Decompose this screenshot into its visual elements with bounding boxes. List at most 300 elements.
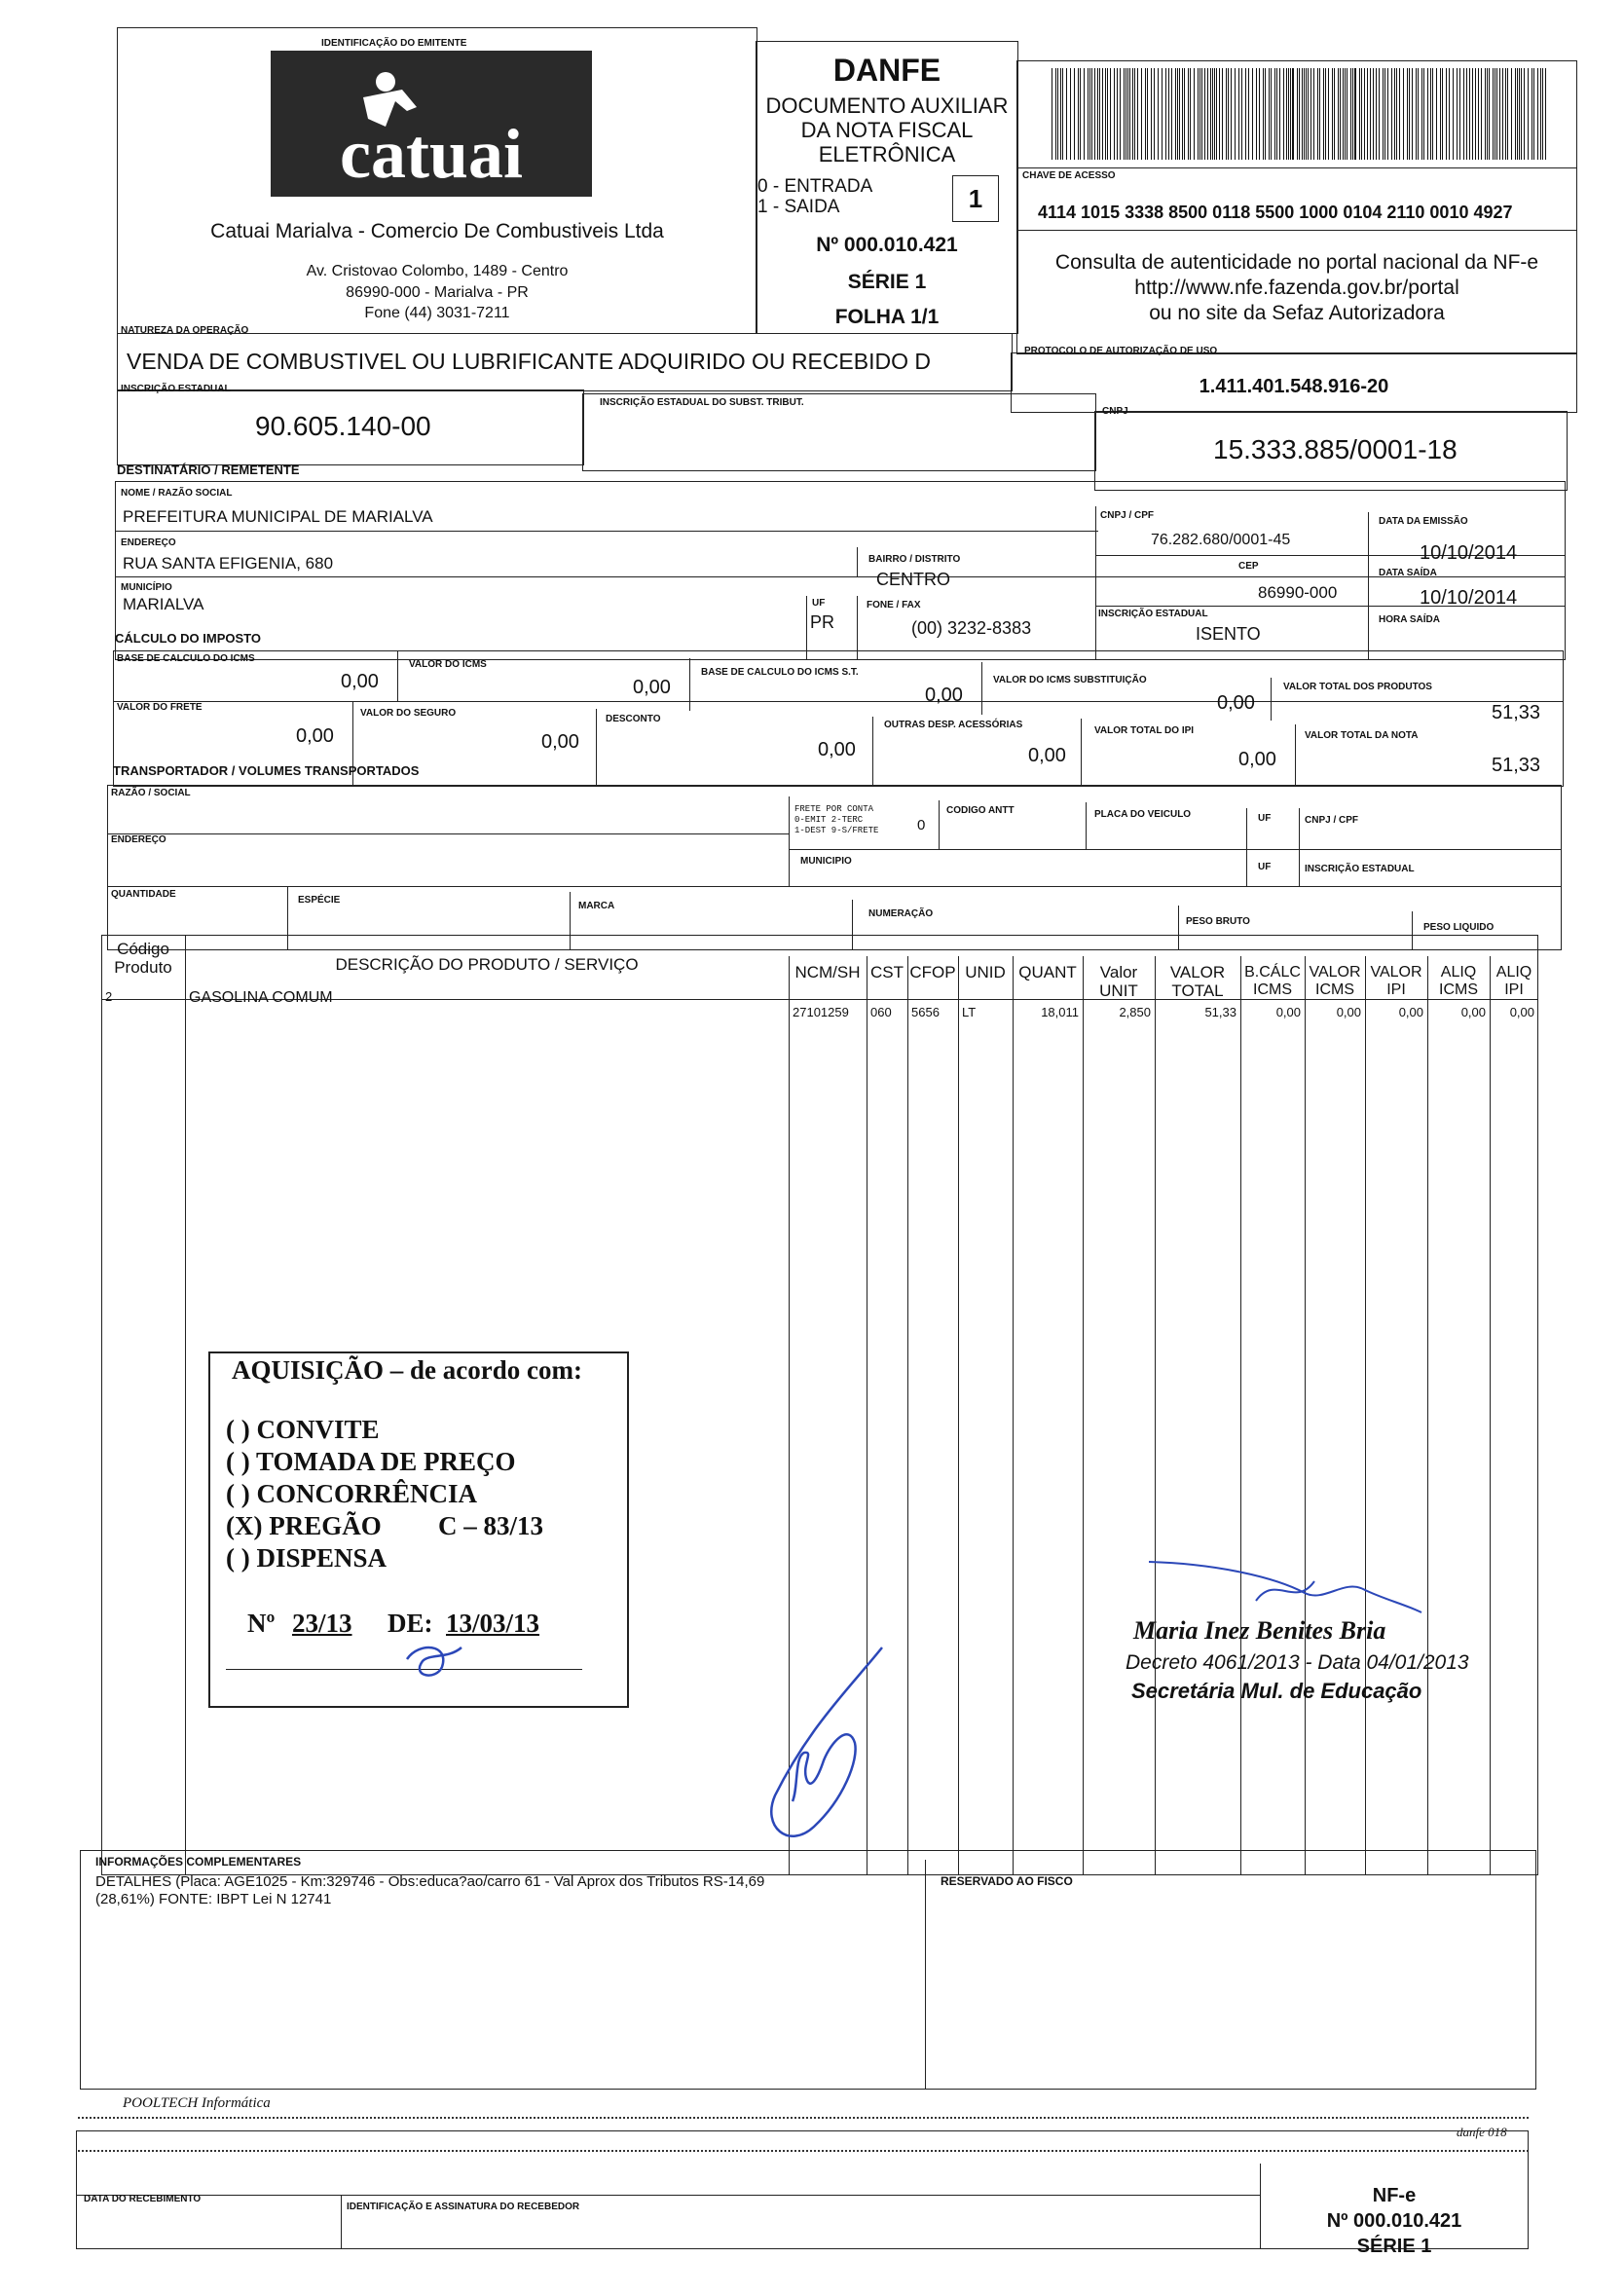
table-column-divider [1013,956,1014,1875]
table-column-divider [1365,956,1366,1875]
barcode-bar [1515,68,1516,160]
barcode-bar [1423,68,1424,160]
barcode-bar [1190,68,1191,160]
barcode-bar [1540,68,1541,160]
danfe-entrada: 0 - ENTRADA [757,176,873,197]
barcode-bar [1545,68,1546,160]
table-column-divider [1155,956,1156,1875]
transp-uf2-label: UF [1258,862,1272,872]
barcode-bar [1124,68,1125,160]
nota: 51,33 [1492,755,1541,776]
v-icms: 0,00 [633,677,671,698]
barcode-bar [1165,68,1166,160]
barcode-bar [1379,68,1380,160]
barcode-bar [1231,68,1232,160]
table-header-cell: DESCRIÇÃO DO PRODUTO / SERVIÇO [335,955,639,974]
barcode-bar [1306,68,1307,160]
table-header-cell: B.CÁLC ICMS [1244,964,1301,998]
transp-ie-label: INSCRIÇÃO ESTADUAL [1305,864,1415,874]
dest-nome-label: NOME / RAZÃO SOCIAL [121,488,233,499]
dest-ie: ISENTO [1196,624,1261,644]
barcode-bar [1114,68,1115,160]
emitente-section-label: IDENTIFICAÇÃO DO EMITENTE [321,38,467,49]
barcode-bar [1204,68,1205,160]
table-cell: 0,00 [1460,1005,1486,1019]
barcode-bar [1171,68,1172,160]
v-icms-label: VALOR DO ICMS [409,659,487,670]
transp-endereco-label: ENDEREÇO [111,834,166,845]
barcode-bar [1396,68,1397,160]
desconto-label: DESCONTO [606,714,661,724]
placa-label: PLACA DO VEICULO [1094,809,1192,820]
table-header-cell: ALIQ ICMS [1439,964,1478,998]
stamp-num-label: Nº [247,1609,276,1638]
emitente-razao: Catuai Marialva - Comercio De Combustiveis Ltda [210,220,664,242]
barcode-bar [1088,68,1089,160]
blue-signature [750,1636,896,1860]
barcode-bar [1154,68,1155,160]
barcode-bar [1502,68,1503,160]
barcode-bar [1459,68,1460,160]
barcode-bar [1343,68,1344,160]
cnpj-value: 15.333.885/0001-18 [1213,434,1458,464]
footer-nfe: NF-e [1372,2185,1417,2206]
dest-ie-label: INSCRIÇÃO ESTADUAL [1098,609,1208,619]
bc-st: 0,00 [925,685,963,706]
barcode-bar [1129,68,1130,160]
barcode-bar [1263,68,1264,160]
table-column-divider [1427,956,1428,1875]
barcode-bar [1440,68,1441,160]
table-column-divider [185,935,186,1875]
barcode-bar [1384,68,1385,160]
barcode-bar [1418,68,1419,160]
table-cell: 0,00 [1509,1005,1534,1019]
imposto-section: CÁLCULO DO IMPOSTO [115,631,261,646]
barcode-bar [1370,68,1371,160]
frete-por-conta [794,804,878,836]
danfe-folha: FOLHA 1/1 [834,306,940,328]
stamp-dispensa: ( ) DISPENSA [226,1543,388,1573]
barcode-bar [1524,68,1525,160]
table-header-cell: VALOR TOTAL [1169,963,1226,1000]
barcode-bar [1416,68,1417,160]
stamp-initials-signature [389,1638,487,1686]
barcode-bar [1427,68,1428,160]
ie-label: INSCRIÇÃO ESTADUAL [121,384,231,394]
danfe-serie: SÉRIE 1 [847,271,927,293]
barcode-bar [1463,68,1464,160]
barcode-bar [1297,68,1298,160]
bruto-label: PESO BRUTO [1186,916,1250,927]
dest-nome: PREFEITURA MUNICIPAL DE MARIALVA [123,507,433,526]
table-column-divider [1083,956,1084,1875]
consulta-line-2: http://www.nfe.fazenda.gov.br/portal [1134,277,1459,299]
stamp-concorrencia: ( ) CONCORRÊNCIA [226,1479,477,1508]
barcode-bar [1269,68,1270,160]
table-header-cell: NCM/SH [794,963,861,981]
stamp-pregao-code: C – 83/13 [438,1511,543,1540]
barcode-bar [1399,68,1400,160]
barcode-bar [1110,68,1111,160]
barcode-bar [1334,68,1335,160]
dest-uf-label: UF [812,598,826,609]
table-cell: 0,00 [1275,1005,1301,1019]
barcode-bar [1446,68,1447,160]
barcode-bar [1107,68,1108,160]
barcode-bar [1521,68,1522,160]
barcode-bar [1376,68,1377,160]
antt-label: CODIGO ANTT [946,805,1015,816]
barcode-bar [1469,68,1470,160]
frete-value: 0 [917,817,926,833]
barcode-bar [1288,68,1289,160]
dest-emissao: 10/10/2014 [1420,542,1518,564]
frete-label-3: 1-DEST 9-S/FRETE [794,826,879,835]
barcode-bar [1292,68,1294,160]
barcode-bar [1505,68,1506,160]
barcode-bar [1137,68,1138,160]
table-header-cell: Código Produto [114,940,172,977]
footer-numero: Nº 000.010.421 [1326,2210,1462,2232]
frete-label-2: 0-EMIT 2-TERC [794,815,864,825]
marca-label: MARCA [578,901,615,911]
barcode-bar [1489,68,1490,160]
barcode-bar [1391,68,1392,160]
barcode-bar [1308,68,1309,160]
barcode-bar [1528,68,1529,160]
natureza-value: VENDA DE COMBUSTIVEL OU LUBRIFICANTE ADQUIRIDO OU RECEBIDO D [127,349,932,374]
barcode-bar [1134,68,1135,160]
barcode-bar [1094,68,1095,160]
barcode-bar [1201,68,1202,160]
barcode-bar [1290,68,1291,160]
barcode-bar [1442,68,1443,160]
barcode-bar [1373,68,1374,160]
dest-cep-label: CEP [1238,561,1259,572]
outras-label: OUTRAS DESP. ACESSÓRIAS [884,720,1023,730]
transp-section: TRANSPORTADOR / VOLUMES TRANSPORTADOS [113,763,420,778]
dest-fone: (00) 3232-8383 [911,618,1032,638]
table-cell: GASOLINA COMUM [189,989,333,1006]
consulta-line-1: Consulta de autenticidade no portal nacional da NF-e [1054,251,1539,274]
barcode-bar [1147,68,1148,160]
table-cell: 2,850 [1119,1005,1151,1019]
barcode-bar [1179,68,1180,160]
barcode-bar [1449,68,1450,160]
barcode-bar [1120,68,1121,160]
table-header-cell: Valor UNIT [1099,963,1138,1000]
stamp-de-label: DE: [388,1609,433,1638]
barcode-bar [1466,68,1467,160]
barcode-bar [1091,68,1092,160]
stamp-pregao: (X) PREGÃO [226,1511,382,1540]
barcode-bar [1496,68,1497,160]
chave-value: 4114 1015 3338 8500 0118 5500 1000 0104 2110 0010 4927 [1038,203,1513,222]
barcode-bar [1279,68,1280,160]
barcode-bar [1145,68,1146,160]
transp-municipio-label: MUNICIPIO [800,856,852,867]
barcode-bar [1214,68,1215,160]
recebimento-label: DATA DO RECEBIMENTO [84,2194,202,2204]
barcode-bar [1507,68,1508,160]
destinatario-section: DESTINATÁRIO / REMETENTE [117,463,300,477]
company-logo [271,51,592,197]
barcode-bar [1421,68,1422,160]
barcode-bar [1511,68,1512,160]
barcode-bar [1105,68,1106,160]
table-header-cell: ALIQ IPI [1495,964,1532,998]
ipi-label: VALOR TOTAL DO IPI [1094,725,1195,736]
dest-cep: 86990-000 [1258,583,1338,602]
barcode-bar [1228,68,1229,160]
desconto: 0,00 [818,739,856,760]
barcode-bar [1361,68,1362,160]
table-cell: 18,011 [1041,1005,1079,1019]
v-st-label: VALOR DO ICMS SUBSTITUIÇÃO [993,675,1147,685]
dest-saida-label: DATA SAÍDA [1379,568,1437,578]
barcode-bar [1055,68,1056,160]
emitente-phone: Fone (44) 3031-7211 [364,305,510,321]
barcode [1052,68,1548,160]
barcode-bar [1212,68,1213,160]
outras: 0,00 [1028,745,1066,766]
barcode-bar [1436,68,1437,160]
barcode-bar [1162,68,1163,160]
transp-razao-label: RAZÃO / SOCIAL [111,788,191,798]
qtd-label: QUANTIDADE [111,889,176,900]
barcode-bar [1537,68,1538,160]
natureza-label: NATUREZA DA OPERAÇÃO [121,325,249,336]
danfe-numero: Nº 000.010.421 [816,234,958,256]
bc-icms: 0,00 [341,671,379,692]
dest-cnpj: 76.282.680/0001-45 [1151,532,1291,548]
cnpj-label: CNPJ [1102,406,1128,417]
barcode-bar [1252,68,1253,160]
dest-bairro: CENTRO [876,570,950,589]
stamp-de: 13/03/13 [446,1609,540,1638]
barcode-bar [1175,68,1176,160]
barcode-bar [1367,68,1368,160]
dest-cnpj-label: CNPJ / CPF [1100,510,1155,521]
barcode-bar [1432,68,1433,160]
dest-fone-label: FONE / FAX [867,600,921,611]
barcode-bar [1352,68,1353,160]
barcode-bar [1478,68,1479,160]
seal-name: Maria Inez Benites Bria [1133,1616,1386,1645]
table-header-cell: VALOR ICMS [1309,964,1361,998]
barcode-bar [1453,68,1454,160]
barcode-bar [1409,68,1410,160]
barcode-bar [1182,68,1183,160]
consulta-line-3: ou no site da Sefaz Autorizadora [1149,302,1445,324]
nota-label: VALOR TOTAL DA NOTA [1305,730,1419,741]
ie-st-label: INSCRIÇÃO ESTADUAL DO SUBST. TRIBUT. [600,397,804,408]
table-cell: 2 [105,989,113,1004]
v-prod-label: VALOR TOTAL DOS PRODUTOS [1283,682,1432,692]
barcode-bar [1078,68,1079,160]
table-cell: 27101259 [793,1005,849,1019]
barcode-bar [1364,68,1365,160]
barcode-bar [1194,68,1195,160]
barcode-bar [1499,68,1500,160]
danfe-subtitle-1: DOCUMENTO AUXILIAR [765,93,1009,118]
transp-cnpj-label: CNPJ / CPF [1305,815,1359,826]
barcode-bar [1304,68,1305,160]
frete: 0,00 [296,725,334,747]
barcode-bar [1188,68,1189,160]
adicionais-text-1: DETALHES (Placa: AGE1025 - Km:329746 - Obs:educa?ao/carro 61 - Val Aprox dos Tributos RS-14,69 [95,1873,765,1890]
barcode-bar [1097,68,1098,160]
table-column-divider [1240,956,1241,1875]
protocolo-value: 1.411.401.548.916-20 [1199,376,1389,397]
barcode-bar [1102,68,1103,160]
logo-text: catuai [340,115,523,193]
barcode-bar [1313,68,1314,160]
barcode-bar [1235,68,1236,160]
barcode-bar [1310,68,1311,160]
barcode-bar [1132,68,1133,160]
barcode-bar [1238,68,1239,160]
barcode-bar [1493,68,1494,160]
seguro: 0,00 [541,731,579,753]
barcode-bar [1359,68,1360,160]
seal-secretaria: Secretária Mul. de Educação [1131,1679,1422,1703]
barcode-bar [1168,68,1169,160]
stamp-tomada: ( ) TOMADA DE PREÇO [226,1447,516,1476]
danfe-subtitle-2: DA NOTA FISCAL [800,118,974,142]
barcode-bar [1325,68,1326,160]
bc-icms-label: BASE DE CALCULO DO ICMS [117,653,255,664]
table-cell: 51,33 [1204,1005,1236,1019]
barcode-bar [1210,68,1211,160]
transp-uf-label: UF [1258,813,1272,824]
barcode-bar [1328,68,1329,160]
barcode-bar [1062,68,1063,160]
barcode-bar [1350,68,1351,160]
table-cell: 0,00 [1336,1005,1361,1019]
danfe-tipo-box: 1 [952,175,999,222]
barcode-bar [1286,68,1287,160]
barcode-bar [1475,68,1476,160]
table-cell: 060 [870,1005,892,1019]
barcode-bar [1066,68,1067,160]
barcode-bar [1542,68,1543,160]
barcode-bar [1259,68,1260,160]
barcode-bar [1084,68,1085,160]
barcode-bar [1177,68,1178,160]
barcode-bar [1519,68,1520,160]
table-cell: 0,00 [1398,1005,1423,1019]
barcode-bar [1383,68,1384,160]
barcode-bar [1274,68,1275,160]
table-column-divider [958,956,959,1875]
seguro-label: VALOR DO SEGURO [360,708,457,719]
dest-uf: PR [810,612,835,632]
barcode-bar [1299,68,1300,160]
danfe-title: DANFE [832,53,941,88]
table-header-cell: CFOP [909,963,956,981]
barcode-bar [1485,68,1486,160]
v-st: 0,00 [1217,692,1255,714]
dest-emissao-label: DATA DA EMISSÃO [1379,516,1468,527]
table-cell: 5656 [911,1005,940,1019]
dest-municipio: MARIALVA [123,595,204,613]
table-header-cell: CST [870,963,904,981]
barcode-bar [1283,68,1284,160]
v-prod: 51,33 [1492,702,1541,723]
barcode-bar [1457,68,1458,160]
frete-label-1: FRETE POR CONTA [794,804,874,814]
dest-municipio-label: MUNICÍPIO [121,582,172,593]
barcode-bar [1533,68,1534,160]
barcode-bar [1060,68,1061,160]
footer-serie: SÉRIE 1 [1356,2236,1432,2257]
barcode-bar [1481,68,1482,160]
barcode-bar [1338,68,1339,160]
barcode-bar [1394,68,1395,160]
barcode-bar [1216,68,1217,160]
barcode-bar [1319,68,1320,160]
emitente-addr1: Av. Cristovao Colombo, 1489 - Centro [306,263,569,279]
barcode-bar [1265,68,1266,160]
dest-hora-label: HORA SAÍDA [1379,614,1440,625]
barcode-bar [1340,68,1341,160]
barcode-bar [1141,68,1142,160]
table-header-cell: QUANT [1018,963,1077,981]
stamp-title: AQUISIÇÃO – de acordo com: [232,1355,582,1385]
barcode-bar [1403,68,1404,160]
barcode-bar [1387,68,1388,160]
barcode-bar [1207,68,1208,160]
danfe-subtitle-3: ELETRÔNICA [818,142,956,167]
dest-endereco-label: ENDEREÇO [121,537,176,548]
frete-label: VALOR DO FRETE [117,702,203,713]
barcode-graphic [1052,68,1548,160]
table-cell: LT [962,1005,977,1019]
barcode-bar [1407,68,1408,160]
danfe-code: danfe 018 [1457,2125,1507,2139]
barcode-bar [1276,68,1277,160]
barcode-bar [1070,68,1071,160]
barcode-bar [1127,68,1128,160]
barcode-bar [1256,68,1257,160]
barcode-bar [1430,68,1431,160]
fisco-label: RESERVADO AO FISCO [941,1874,1073,1888]
assinatura-label: IDENTIFICAÇÃO E ASSINATURA DO RECEBEDOR [347,2202,580,2212]
barcode-bar [1080,68,1081,160]
barcode-bar [1219,68,1220,160]
barcode-bar [1057,68,1058,160]
stamp-convite: ( ) CONVITE [226,1415,380,1444]
table-header-cell: UNID [965,963,1006,981]
protocolo-label: PROTOCOLO DE AUTORIZAÇÃO DE USO [1024,346,1218,356]
barcode-bar [1241,68,1242,160]
seal-decreto: Decreto 4061/2013 - Data 04/01/2013 [1126,1651,1469,1674]
danfe-saida: 1 - SAIDA [757,197,840,217]
dest-bairro-label: BAIRRO / DISTRITO [868,554,961,565]
barcode-bar [1226,68,1227,160]
barcode-bar [1248,68,1249,160]
barcode-bar [1332,68,1333,160]
barcode-bar [1222,68,1223,160]
barcode-bar [1198,68,1199,160]
barcode-bar [1517,68,1518,160]
barcode-bar [1117,68,1118,160]
barcode-bar [1099,68,1100,160]
table-column-divider [1490,956,1491,1875]
barcode-bar [1354,68,1356,160]
